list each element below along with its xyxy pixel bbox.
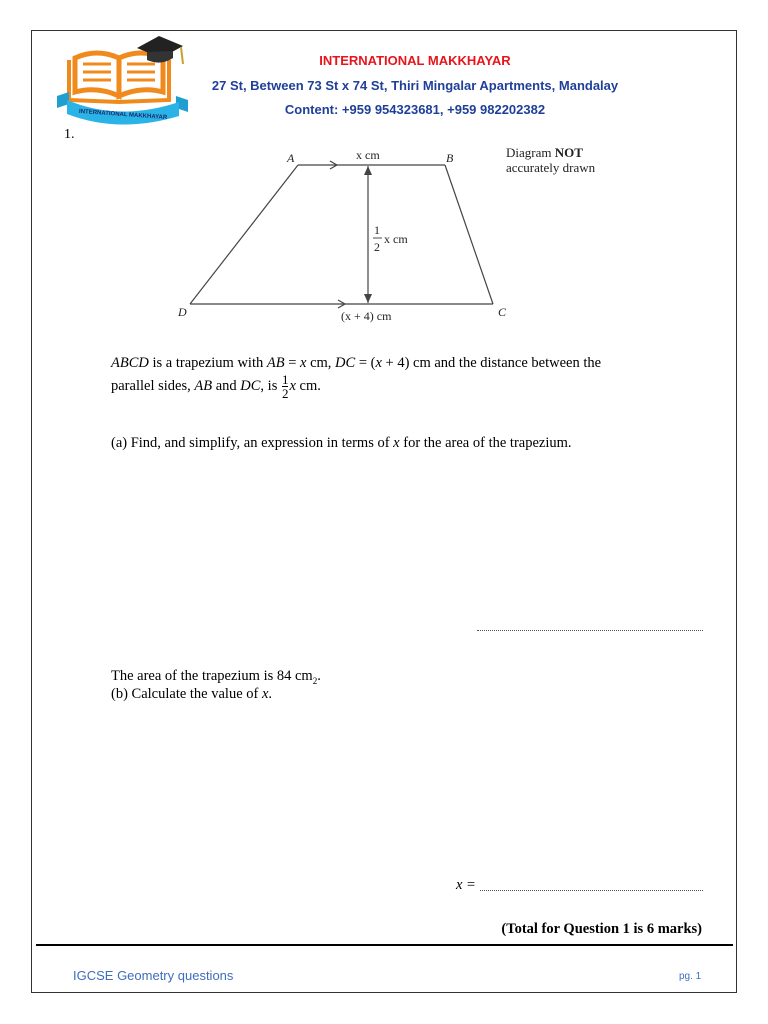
side-ad: [190, 165, 298, 304]
part-a-question: (a) Find, and simplify, an expression in terms of x for the area of the trapezium.: [111, 435, 572, 451]
stem-fraction: $\frac{1}{2}$: [281, 372, 289, 401]
height-arrow-bottom: [364, 294, 372, 303]
side-bc: [445, 165, 493, 304]
question-number: 1.: [64, 127, 75, 142]
question-stem-line1: ABCD is a trapezium with AB = x cm, DC = (x + 4) cm and the distance between the: [111, 355, 602, 371]
part-b-question: (b) Calculate the value of x.: [111, 686, 273, 702]
logo-text: INTERNATIONAL MAKKHAYAR: [78, 108, 168, 122]
question-stem-line2: parallel sides, AB and DC, is $\frac{1}{2}$ x cm.: [111, 372, 321, 401]
top-length-label: x cm: [356, 148, 380, 162]
vertex-a-label: A: [287, 151, 295, 165]
answer-b-line[interactable]: [480, 890, 703, 891]
total-marks: (Total for Question 1 is 6 marks): [501, 921, 702, 937]
diagram-note: Diagram NOT accurately drawn: [506, 145, 596, 175]
logo-icon: [55, 30, 190, 130]
height-frac-den: 2: [374, 240, 380, 254]
header-title: INTERNATIONAL MAKKHAYAR: [319, 53, 511, 68]
header-address: 27 St, Between 73 St x 74 St, Thiri Mingalar Apartments, Mandalay: [211, 78, 619, 93]
vertex-c-label: C: [498, 305, 507, 319]
part-b-intro: The area of the trapezium is 84 $cm_2$.: [111, 668, 321, 686]
answer-a-line[interactable]: [477, 630, 703, 631]
vertex-d-label: D: [178, 305, 187, 319]
answer-b-label: x =: [456, 877, 476, 893]
height-frac-num: 1: [374, 223, 380, 237]
header-contact: Content: +959 954323681, +959 982202382: [284, 102, 546, 117]
page-number: pg. 1: [679, 971, 702, 982]
vertex-b-label: B: [446, 151, 454, 165]
bottom-length-label: (x + 4) cm: [341, 309, 392, 323]
height-label: x cm: [384, 232, 408, 246]
height-arrow-top: [364, 166, 372, 175]
footer-title: IGCSE Geometry questions: [73, 968, 234, 983]
footer-divider: [36, 944, 733, 946]
